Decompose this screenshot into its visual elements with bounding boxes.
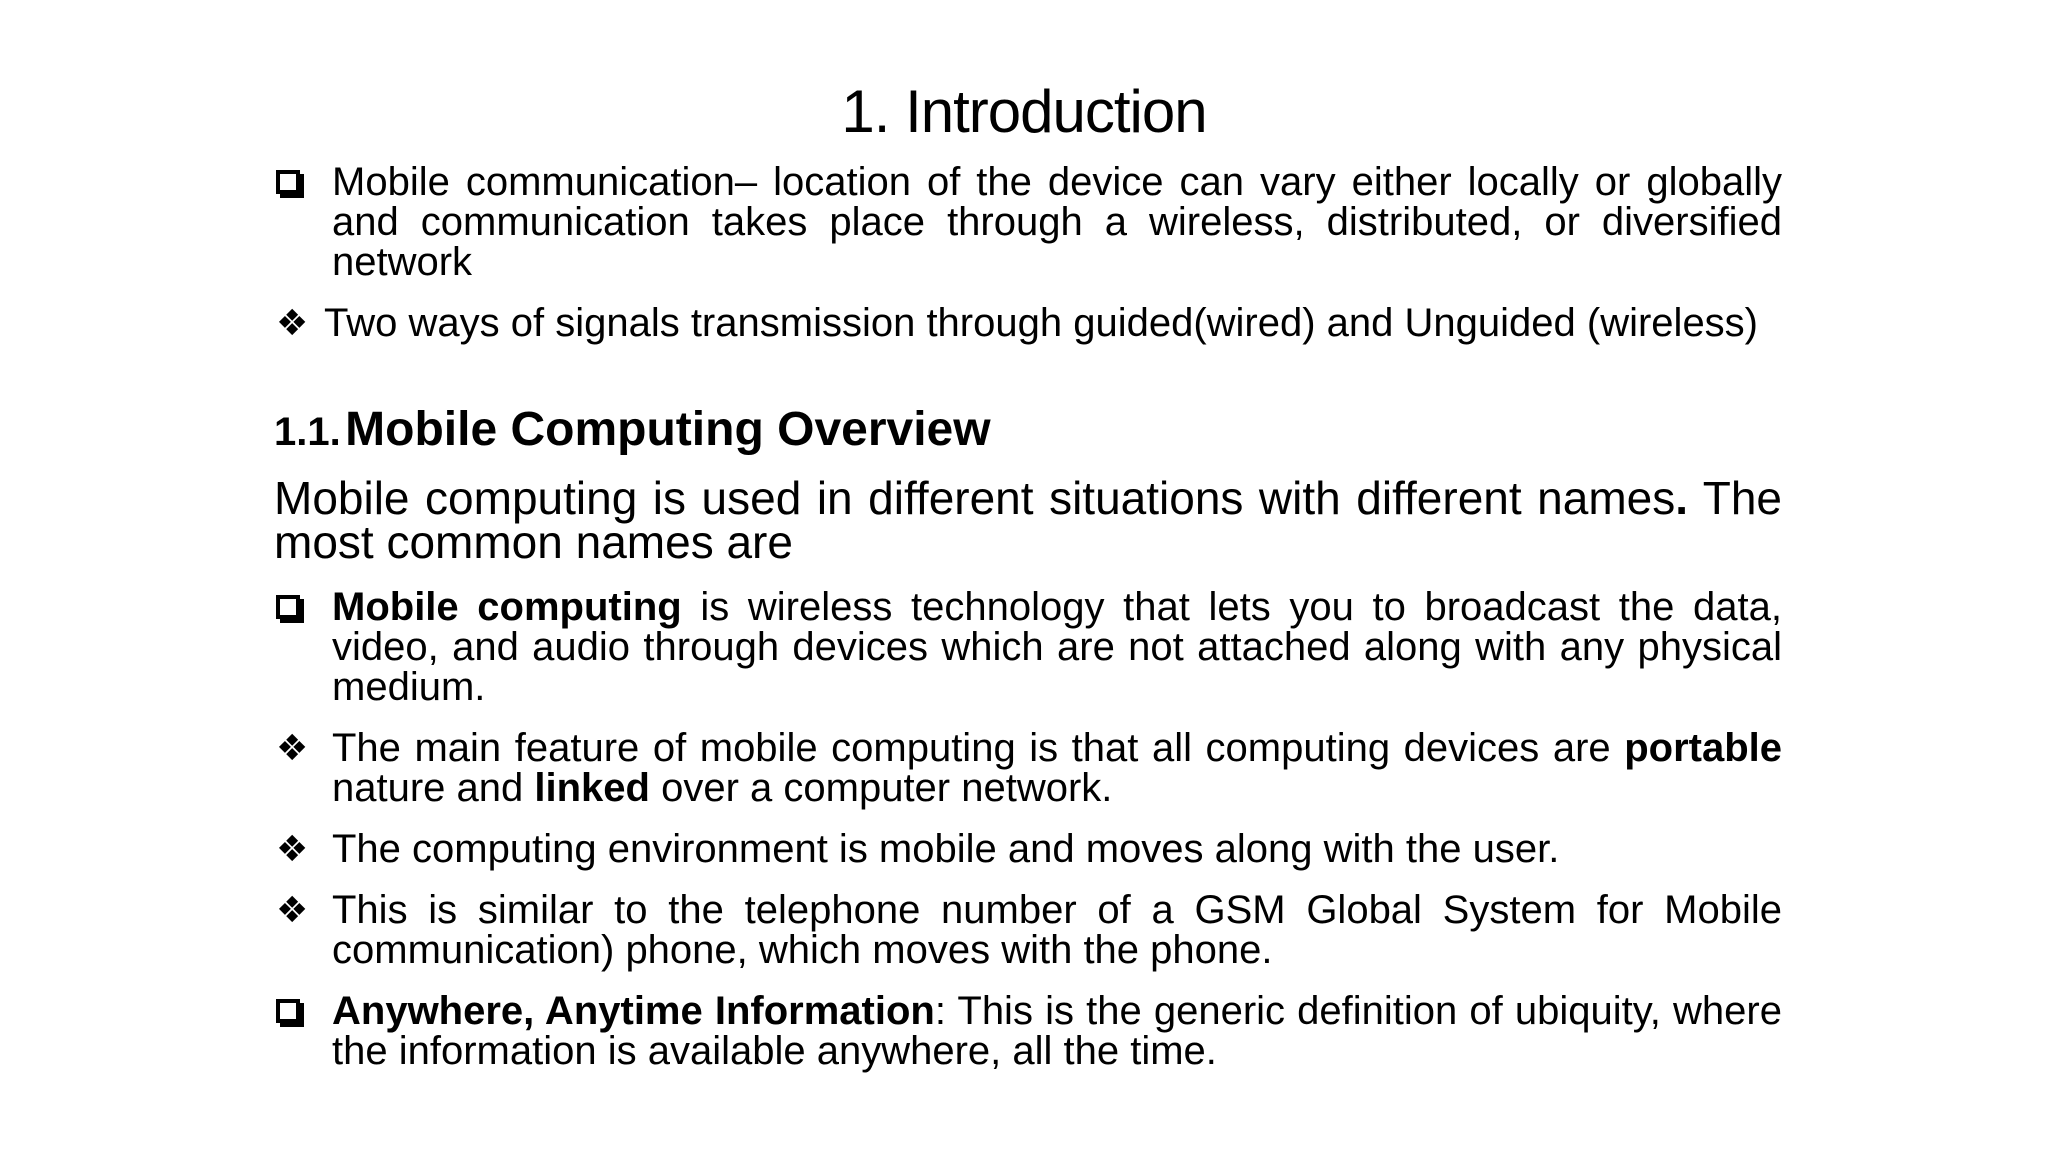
point-block-2 [274, 728, 1782, 808]
point-bold-linked: linked [534, 766, 650, 810]
point-text: The main feature of mobile computing is that all computing devices are [332, 726, 1625, 770]
section-heading [274, 402, 991, 457]
intro-item-text: Two ways of signals transmission through guided(wired) and Unguided (wireless) [324, 301, 1759, 345]
point-text: : This is the generic definition of ubiquity, where the information is available anywhere, all the time. [332, 989, 1782, 1073]
four-diamond-bullet-icon: ❖ [276, 828, 309, 869]
square-bullet-icon [276, 162, 300, 202]
list-item [274, 162, 1782, 282]
four-diamond-bullet-icon: ❖ [276, 727, 309, 768]
lead-text-1: Mobile computing is used in different situations with different names [274, 472, 1676, 524]
point-text: nature and [332, 766, 535, 810]
point-block-3 [274, 829, 1782, 869]
point-bold-portable: portable [1624, 726, 1782, 770]
point-text: The computing environment is mobile and moves along with the user. [332, 827, 1560, 871]
list-item [274, 991, 1782, 1071]
point-bold: Mobile computing [332, 585, 682, 629]
point-block-4 [274, 890, 1782, 970]
square-bullet-icon [276, 587, 300, 627]
section-title: Mobile Computing Overview [345, 403, 991, 456]
point-text: over a computer network. [649, 766, 1113, 810]
lead-dot: . [1675, 472, 1689, 524]
point-block-1 [274, 587, 1782, 707]
list-item [274, 829, 1782, 869]
intro-item-text: Mobile communication– location of the device can vary either locally or globally and communication takes place through a wireless, distributed, or diversified network [332, 160, 1782, 284]
point-bold: Anywhere, Anytime Information [332, 989, 935, 1033]
list-item [274, 890, 1782, 970]
intro-block-1 [274, 162, 1782, 282]
point-text: This is similar to the telephone number of a GSM Global System for Mobile communication) phone, which moves with the phone. [332, 888, 1782, 972]
list-item [274, 728, 1782, 808]
lead-text-2: The most common names are [274, 472, 1782, 568]
lead-paragraph [274, 472, 1782, 568]
four-diamond-bullet-icon: ❖ [276, 889, 309, 930]
list-item [274, 587, 1782, 707]
point-text: is wireless technology that lets you to broadcast the data, video, and audio through devices which are not attached along with any physical medium. [332, 585, 1782, 709]
slide-title: 1. Introduction [841, 78, 1207, 145]
intro-block-2 [274, 303, 1782, 343]
list-item [274, 303, 1782, 343]
square-bullet-icon [276, 991, 300, 1031]
section-number: 1.1. [274, 410, 341, 454]
four-diamond-bullet-icon: ❖ [276, 302, 309, 343]
point-block-5 [274, 991, 1782, 1071]
